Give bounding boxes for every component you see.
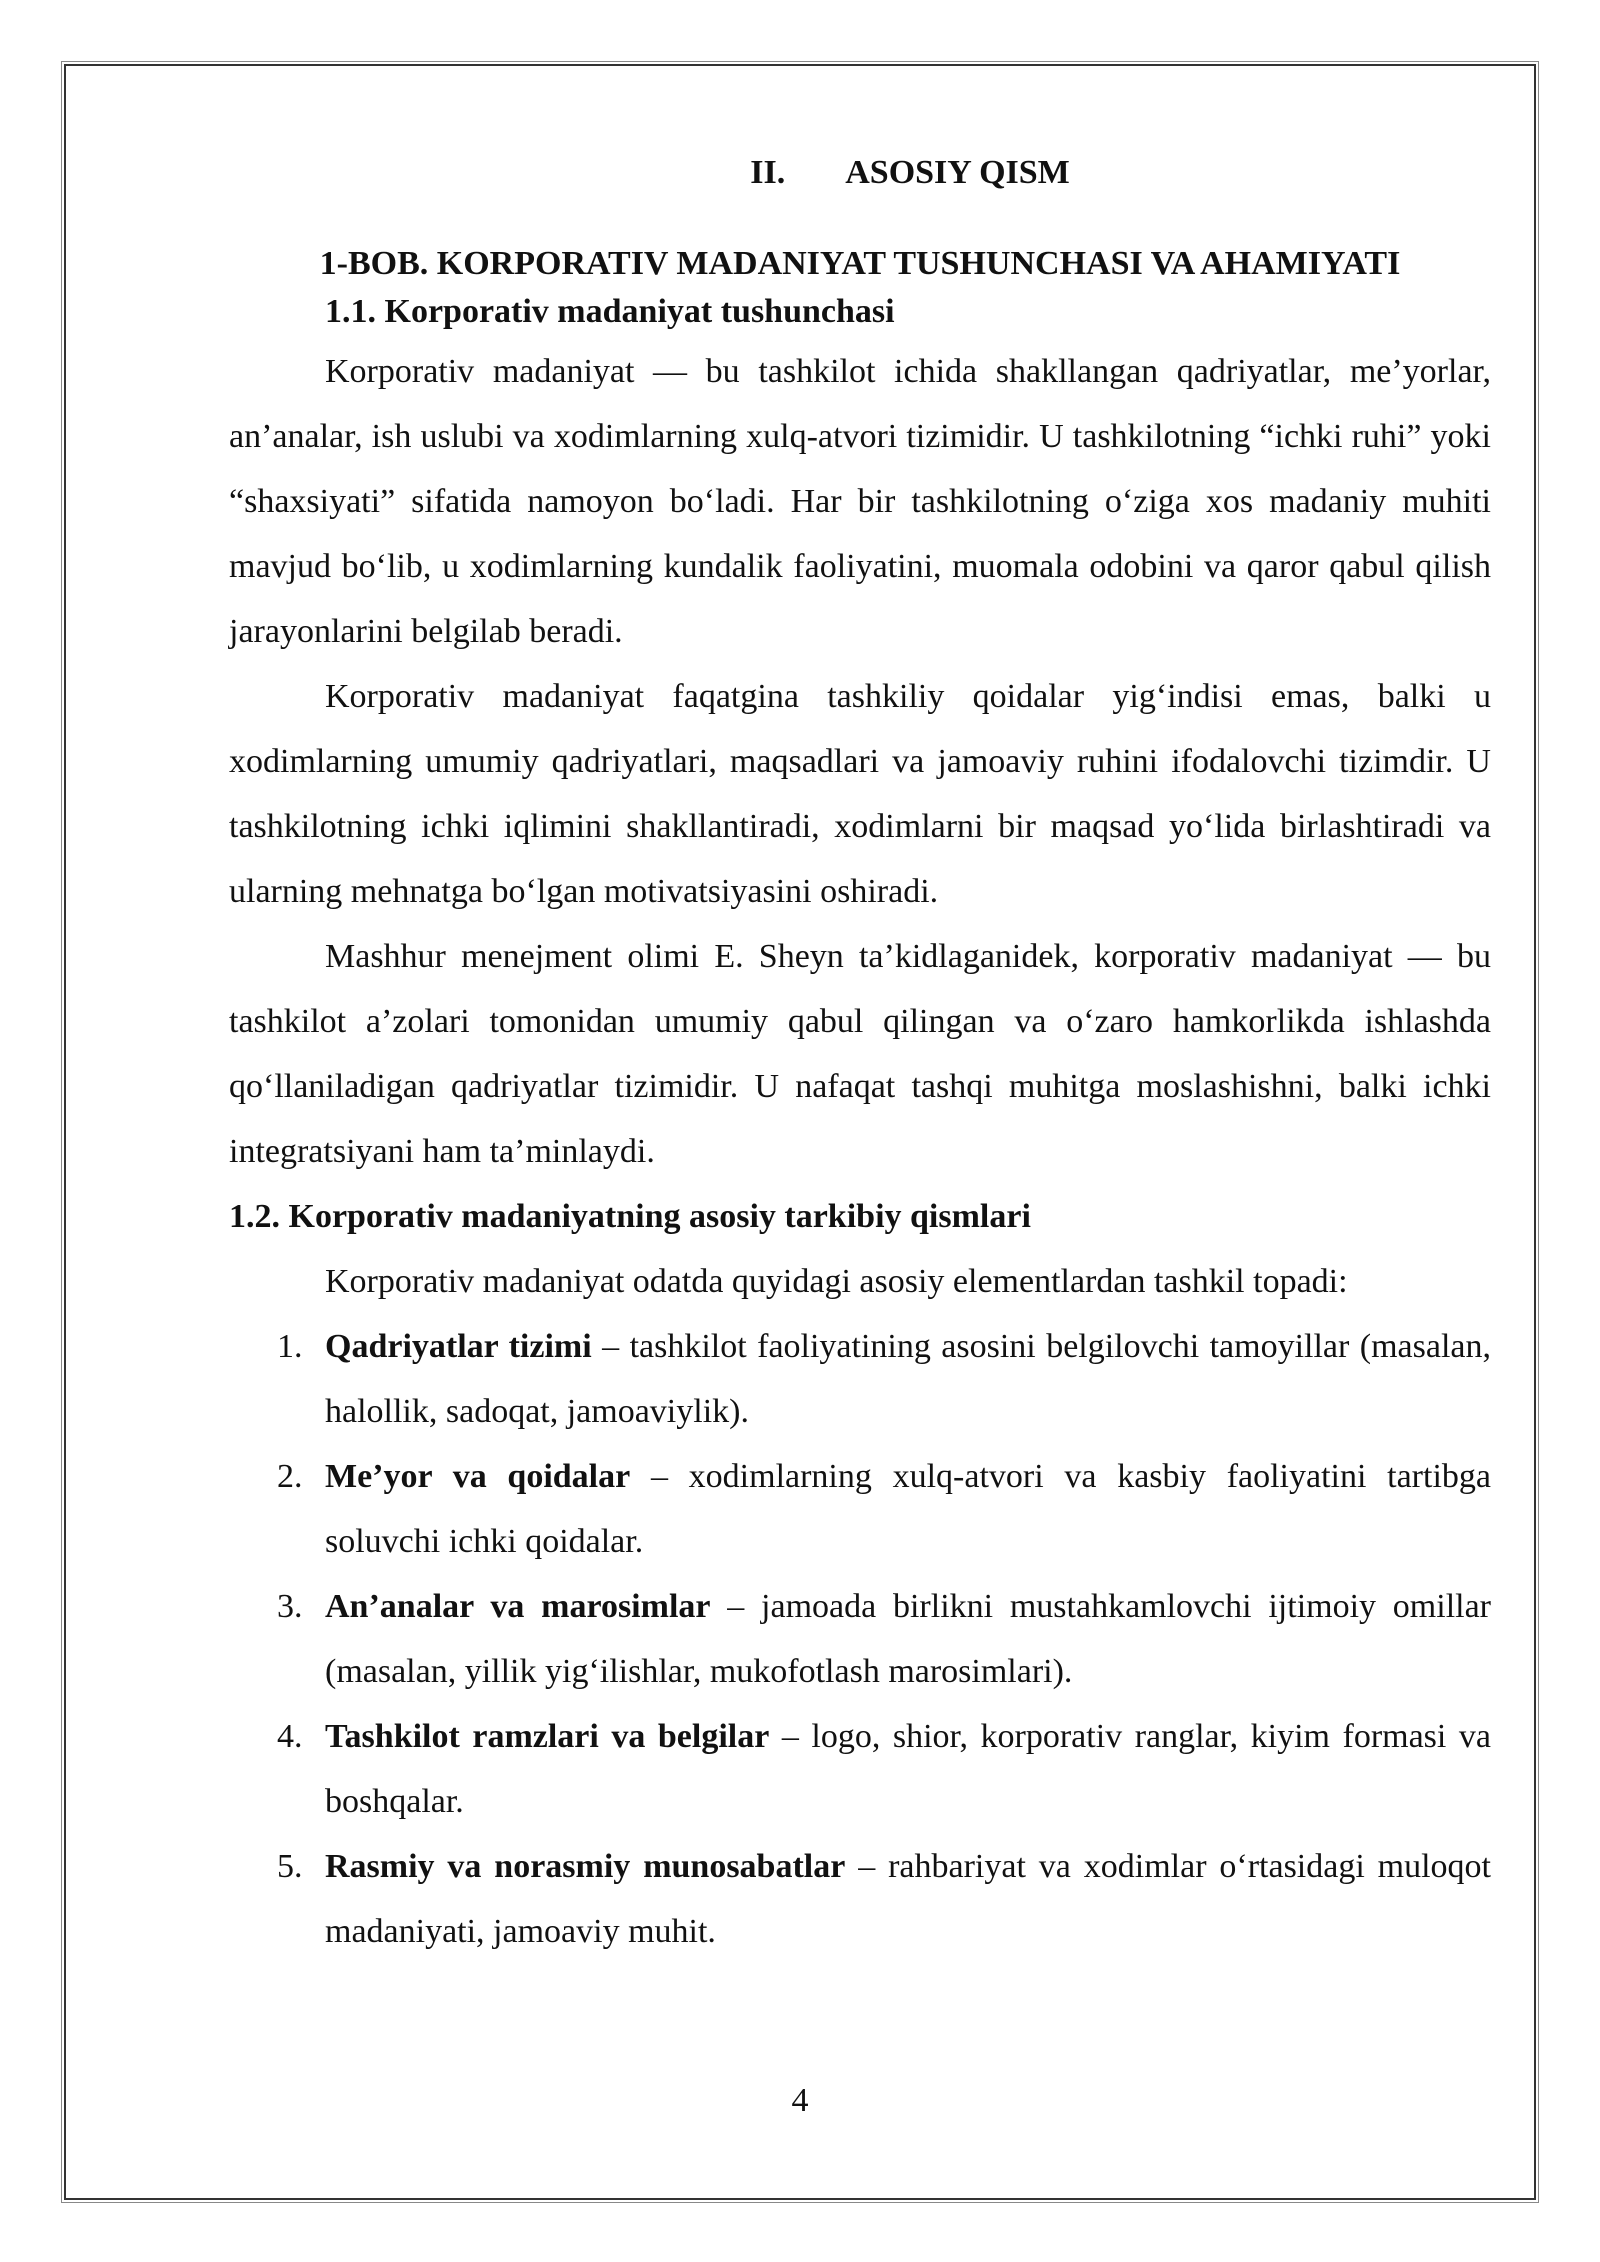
list-number: 1. xyxy=(277,1328,303,1365)
list-item xyxy=(229,1314,1491,1444)
list-number: 3. xyxy=(277,1588,303,1625)
list-item xyxy=(229,1444,1491,1574)
section-heading-1-1: 1.1. Korporativ madaniyat tushunchasi xyxy=(325,293,895,330)
list-number: 2. xyxy=(277,1458,303,1495)
paragraph: Korporativ madaniyat — bu tashkilot ichida shakllangan qadriyatlar, me’yorlar, an’analar, ish uslubi va xodimlarning xulq-atvori tizimidir. U tashkilotning “ichki ruhi” yoki “shaxsiyati” sifatida namoyon bo‘ladi. Har bir tashkilotning o‘ziga xos madaniy muhiti mavjud bo‘lib, u xodimlarning kundalik faoliyatini, muomala odobini va qaror qabul qilish jarayonlarini belgilab beradi. xyxy=(229,353,1491,650)
list-term: Me’yor va qoidalar xyxy=(325,1458,631,1495)
list-intro: Korporativ madaniyat odatda quyidagi asosiy elementlardan tashkil topadi: xyxy=(325,1263,1348,1300)
list-item xyxy=(229,1574,1491,1704)
list-text: – logo, shior, korporativ ranglar, kiyim formasi va boshqalar. xyxy=(325,1718,1491,1820)
part-title-text: ASOSIY QISM xyxy=(845,154,1070,191)
elements-list xyxy=(229,1314,1491,1964)
list-item xyxy=(229,1834,1491,1964)
list-text: – xodimlarning xulq-atvori va kasbiy faoliyatini tartibga soluvchi ichki qoidalar. xyxy=(325,1458,1491,1560)
list-term: Rasmiy va norasmiy munosabatlar xyxy=(325,1848,846,1885)
part-title xyxy=(329,140,1491,205)
list-term: Tashkilot ramzlari va belgilar xyxy=(325,1718,770,1755)
chapter-title: 1-BOB. KORPORATIV MADANIYAT TUSHUNCHASI VA AHAMIYATI xyxy=(319,245,1401,282)
list-text: – rahbariyat va xodimlar o‘rtasidagi muloqot madaniyati, jamoaviy muhit. xyxy=(325,1848,1492,1950)
list-text: – jamoada birlikni mustahkamlovchi ijtimoiy omillar (masalan, yillik yig‘ilishlar, mukofotlash marosimlari). xyxy=(325,1588,1492,1690)
list-term: An’analar va marosimlar xyxy=(325,1588,711,1625)
list-text: – tashkilot faoliyatining asosini belgilovchi tamoyillar (masalan, halollik, sadoqat, jamoaviylik). xyxy=(325,1328,1491,1430)
document-body xyxy=(229,140,1491,1964)
list-number: 4. xyxy=(277,1718,303,1755)
list-item xyxy=(229,1704,1491,1834)
list-number: 5. xyxy=(277,1848,303,1885)
paragraph: Korporativ madaniyat faqatgina tashkiliy qoidalar yig‘indisi emas, balki u xodimlarning umumiy qadriyatlari, maqsadlari va jamoaviy ruhini ifodalovchi tizimdir. U tashkilotning ichki iqlimini shakllantiradi, xodimlarni bir maqsad yo‘lida birlashtiradi va ularning mehnatga bo‘lgan motivatsiyasini oshiradi. xyxy=(229,678,1491,910)
section-heading-1-2: 1.2. Korporativ madaniyatning asosiy tarkibiy qismlari xyxy=(229,1198,1031,1235)
paragraph: Mashhur menejment olimi E. Sheyn ta’kidlaganidek, korporativ madaniyat — bu tashkilot a’zolari tomonidan umumiy qabul qilingan va o‘zaro hamkorlikda ishlashda qo‘llaniladigan qadriyatlar tizimidir. U nafaqat tashqi muhitga moslashishni, balki ichki integratsiyani ham ta’minlaydi. xyxy=(229,938,1491,1170)
page-number: 4 xyxy=(791,2082,809,2119)
list-term: Qadriyatlar tizimi xyxy=(325,1328,592,1365)
part-number: II. xyxy=(750,154,786,191)
